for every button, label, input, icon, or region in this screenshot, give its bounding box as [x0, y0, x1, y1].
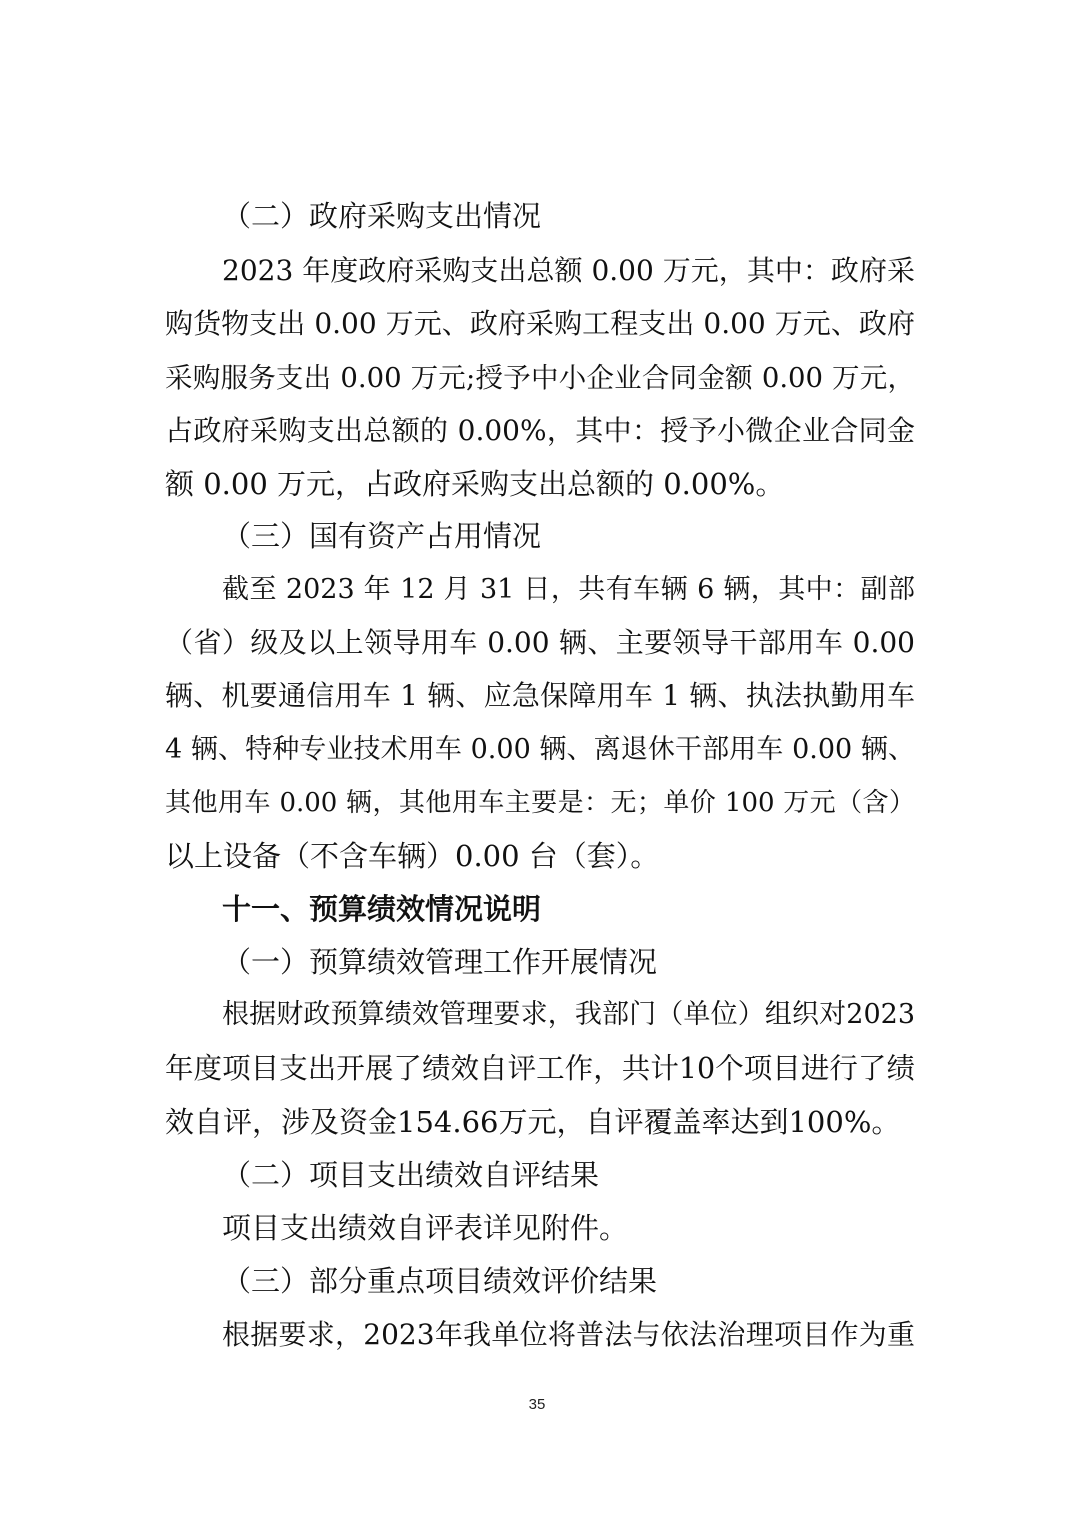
- paragraph-line: 2023 年度政府采购支出总额 0.00 万元，其中：政府采: [222, 254, 915, 287]
- paragraph-line: 效自评，涉及资金154.66万元，自评覆盖率达到100%。: [165, 1105, 901, 1139]
- paragraph-line: 购货物支出 0.00 万元、政府采购工程支出 0.00 万元、政府: [165, 307, 915, 340]
- section-heading-perf-management: （一）预算绩效管理工作开展情况: [222, 945, 658, 979]
- paragraph-line: 截至 2023 年 12 月 31 日，共有车辆 6 辆，其中：副部: [222, 574, 915, 605]
- paragraph-line: 根据财政预算绩效管理要求，我部门（单位）组织对2023: [222, 999, 915, 1030]
- paragraph-line: 额 0.00 万元，占政府采购支出总额的 0.00%。: [165, 467, 785, 501]
- section-heading-gov-procurement: （二）政府采购支出情况: [222, 199, 542, 233]
- page-number: 35: [528, 1396, 546, 1413]
- chapter-heading-11: 十一、预算绩效情况说明: [222, 892, 542, 926]
- paragraph-line: 年度项目支出开展了绩效自评工作，共计10个项目进行了绩: [165, 1052, 915, 1085]
- paragraph-line: 采购服务支出 0.00 万元;授予中小企业合同金额 0.00 万元，: [165, 362, 915, 394]
- paragraph-line: 辆、机要通信用车 1 辆、应急保障用车 1 辆、执法执勤用车: [165, 679, 915, 712]
- section-heading-key-project-eval: （三）部分重点项目绩效评价结果: [222, 1264, 658, 1298]
- paragraph-line: 占政府采购支出总额的 0.00%，其中：授予小微企业合同金: [165, 414, 915, 447]
- paragraph-line: 4 辆、特种专业技术用车 0.00 辆、离退休干部用车 0.00 辆、: [165, 734, 915, 765]
- paragraph-line: 以上设备（不含车辆）0.00 台（套）。: [165, 839, 660, 873]
- section-heading-project-self-eval: （二）项目支出绩效自评结果: [222, 1158, 600, 1192]
- section-heading-state-assets: （三）国有资产占用情况: [222, 519, 542, 553]
- paragraph-line: 其他用车 0.00 辆，其他用车主要是：无；单价 100 万元（含）: [165, 788, 915, 818]
- paragraph-line: （省）级及以上领导用车 0.00 辆、主要领导干部用车 0.00: [165, 626, 915, 659]
- paragraph-line: 根据要求，2023年我单位将普法与依法治理项目作为重: [222, 1318, 915, 1351]
- paragraph-line: 项目支出绩效自评表详见附件。: [222, 1211, 629, 1245]
